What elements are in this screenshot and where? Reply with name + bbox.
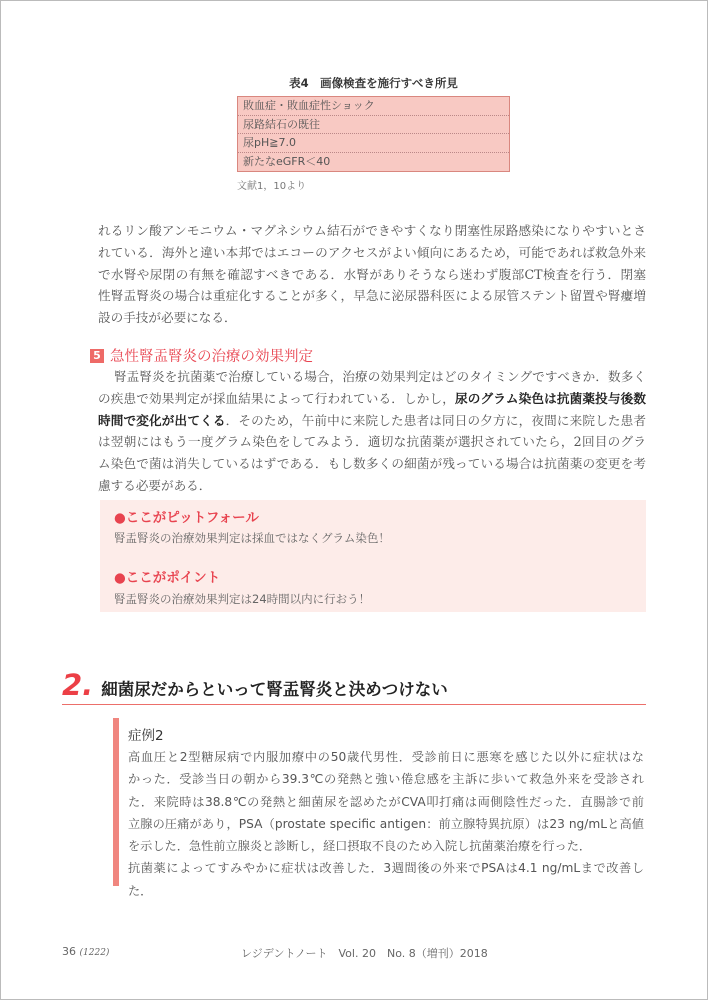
point-title: ●ここがポイント <box>114 570 221 586</box>
text-line: 性腎盂腎炎の場合は重症化することが多く，早急に泌尿器科医による尿管ステント留置や腎瘻増 <box>98 288 646 304</box>
text-line: れている．海外と違い本邦ではエコーのアクセスがよい傾向にあるため，可能であれば救急外来 <box>98 244 646 260</box>
case-text <box>128 746 644 902</box>
body-paragraph <box>98 220 646 329</box>
heading-divider <box>62 704 646 705</box>
case-accent-bar <box>113 718 119 886</box>
emphasis-text: 時間で変化が出てくる <box>98 412 226 428</box>
text-line: は翌朝にはもう一度グラム染色をしてみよう．適切な抗菌薬が選択されていたら，2回目のグラ <box>98 434 646 450</box>
section-title: 急性腎盂腎炎の治療の効果判定 <box>110 349 313 365</box>
text-line: 設の手技が必要になる． <box>98 310 237 326</box>
chapter-title: 細菌尿だからといって腎盂腎炎と決めつけない <box>101 680 448 699</box>
journal-info: レジデントノート Vol. 20 No. 8（増刊）2018 <box>241 947 488 960</box>
text-line: 立腺の圧痛があり，PSA（prostate specific antigen：前立腺特異抗原）は23 ng/mLと高値 <box>128 816 644 831</box>
text-line: かった．受診当日の朝から39.3℃の発熱と強い倦怠感を主訴に歩いて救急外来を受診され <box>128 772 644 787</box>
table-source: 文献1，10より <box>237 181 307 192</box>
section-heading-5 <box>90 345 313 366</box>
point-text: 腎盂腎炎の治療効果判定は24時間以内に行おう！ <box>114 592 371 606</box>
text-line: で水腎や尿閉の有無を確認すべきである．水腎がありそうなら迷わず腹部CT検査を行う．閉塞 <box>98 266 646 282</box>
text-line: た． <box>128 883 153 898</box>
section-number-badge: 5 <box>90 349 104 363</box>
text-segment: の疾患で効果判定が採血結果によって行われている．しかし， <box>98 390 456 406</box>
text-segment: ．そのため，午前中に来院した患者は同日の夕方に，夜間に来院した患者 <box>225 412 646 428</box>
text-line: 腎盂腎炎を抗菌薬で治療している場合，治療の効果判定はどのタイミングですべきか．数多く <box>114 369 646 384</box>
text-line <box>98 388 646 410</box>
section5-paragraph <box>98 366 646 497</box>
text-line: を示した．急性前立腺炎と診断し，経口摂取不良のため入院し抗菌薬治療を行った． <box>128 839 592 854</box>
text-line: 高血圧と2型糖尿病で内服加療中の50歳代男性．受診前日に悪寒を感じた以外に症状はな <box>128 750 644 764</box>
text-line: 抗菌薬によってすみやかに症状は改善した．3週間後の外来でPSAは4.1 ng/mLまで改善し <box>128 861 644 876</box>
chapter-number: 2. <box>62 668 94 702</box>
emphasis-text: 尿のグラム染色は抗菌薬投与後数 <box>455 390 646 406</box>
page-number <box>62 945 109 958</box>
page-total: (1222) <box>79 948 110 958</box>
findings-table <box>237 96 510 172</box>
text-line: ム染色で菌は消失しているはずである．もし数多くの細菌が残っている場合は抗菌薬の変更を考 <box>98 456 646 472</box>
table-row: 尿pH≧7.0 <box>238 134 509 153</box>
text-line: た．来院時は38.8℃の発熱と細菌尿を認めたがCVA叩打痛は両側陰性だった．直腸診で前 <box>128 794 644 809</box>
case-title: 症例2 <box>128 728 164 744</box>
table-caption: 表4 画像検査を施行すべき所見 <box>289 76 458 90</box>
pitfall-text: 腎盂腎炎の治療効果判定は採血ではなくグラム染色！ <box>114 531 390 545</box>
table-row: 尿路結石の既往 <box>238 116 509 135</box>
text-line: れるリン酸アンモニウム・マグネシウム結石ができやすくなり閉塞性尿路感染になりやすいとさ <box>98 223 646 238</box>
text-line: 慮する必要がある． <box>98 477 212 493</box>
page-number-value: 36 <box>62 945 76 958</box>
chapter-heading <box>62 668 448 702</box>
tips-box <box>100 500 646 612</box>
pitfall-title: ●ここがピットフォール <box>114 510 259 526</box>
table-row: 敗血症・敗血症性ショック <box>238 97 509 116</box>
text-line <box>98 410 646 432</box>
table-row: 新たなeGFR＜40 <box>243 154 331 168</box>
